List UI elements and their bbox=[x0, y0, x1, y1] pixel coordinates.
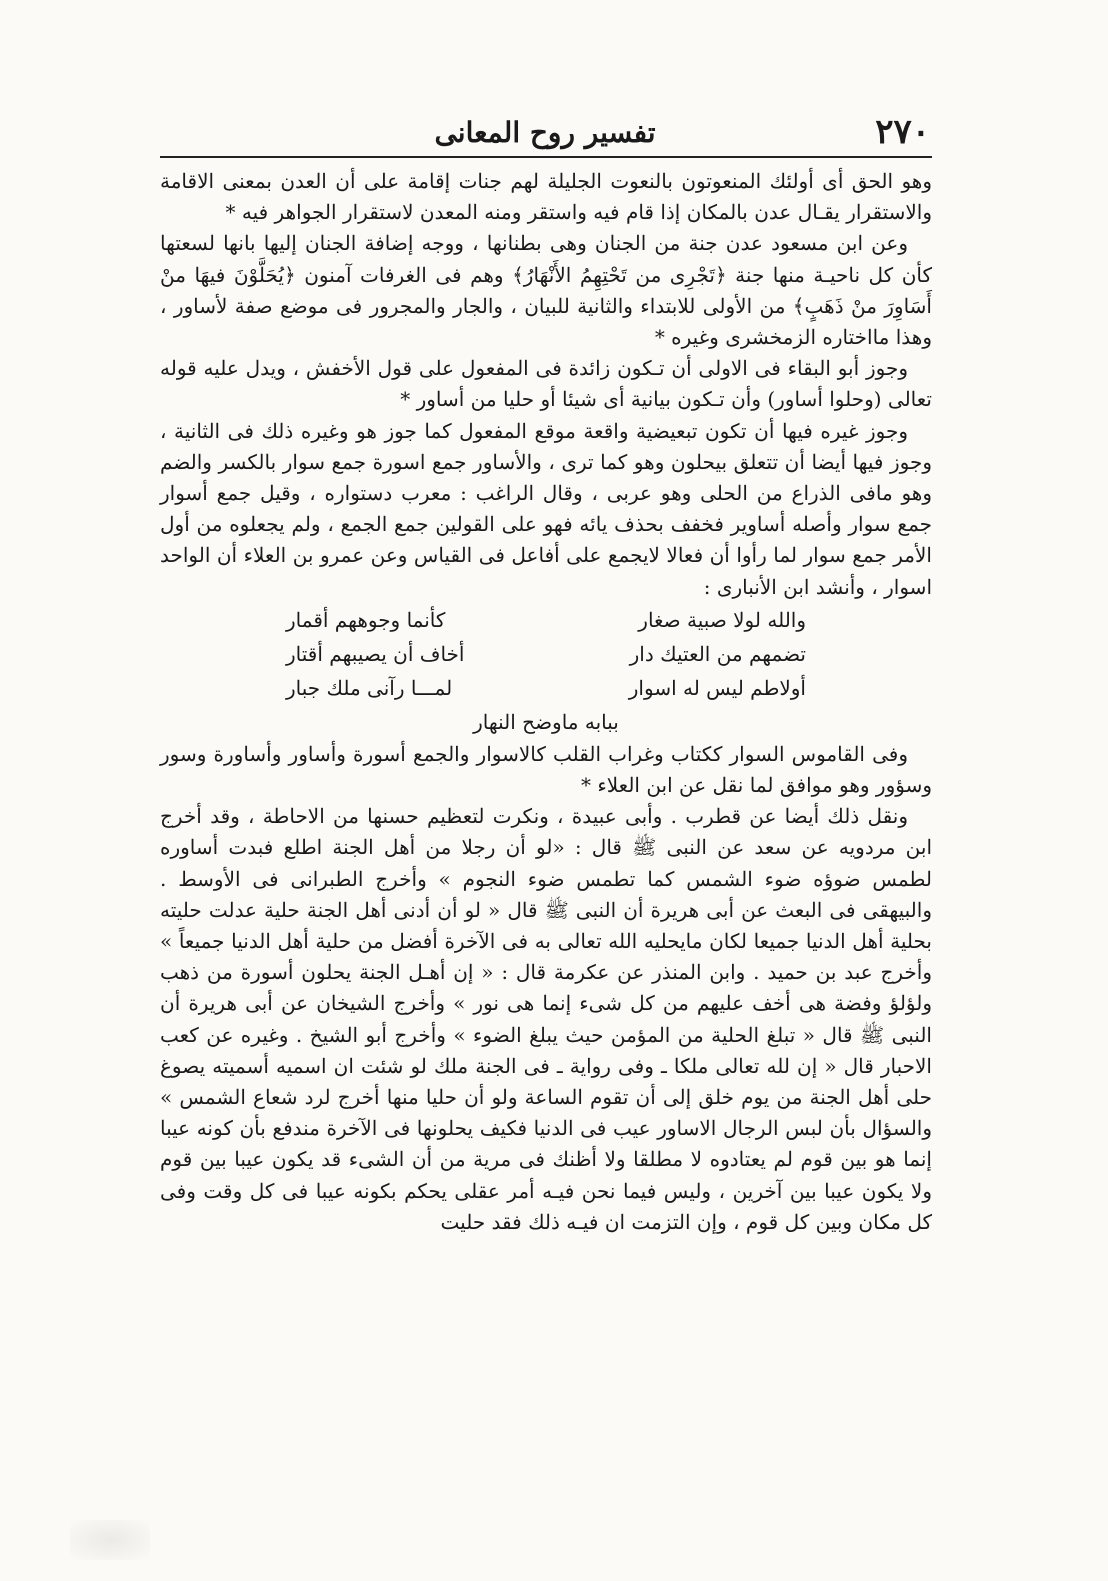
verse-second-hemistich: كأنما وجوههم أقمار bbox=[286, 607, 446, 632]
body-text bbox=[160, 166, 932, 1238]
page-number: ٢٧٠ bbox=[875, 112, 930, 152]
verse-tail: ببابه ماوضح النهار bbox=[473, 709, 619, 734]
header-rule bbox=[160, 156, 932, 158]
verse-line bbox=[286, 671, 806, 705]
verse-first-hemistich: والله لولا صبية صغار bbox=[638, 607, 806, 632]
poem-verse bbox=[286, 603, 806, 739]
verse-second-hemistich: لمـــا رآنى ملك جبار bbox=[286, 675, 453, 700]
paragraph: ونقل ذلك أيضا عن قطرب . وأبى عبيدة ، ونكرت لتعظيم حسنها من الاحاطة ، وقد أخرج ابن مردويه عن سعد عن النبى ﷺ قال : «لو أن رجلا من أهل الجنة اطلع فبدت أساوره لطمس ضوؤه ضوء الشمس كما تطمس ضوء النجوم » وأخرج الطبرانى فى الأوسط . والبيهقى فى البعث عن أبى هريرة أن النبى ﷺ قال « لو أن أدنى أهل الجنة حلية عدلت حليته بحلية أهل الدنيا جميعا لكان مايحليه الله تعالى به فى الآخرة أفضل من حلية أهل الدنيا جميعاً » وأخرج عبد بن حميد . وابن المنذر عن عكرمة قال : « إن أهـل الجنة يحلون أسورة من ذهب ولؤلؤ وفضة هى أخف عليهم من كل شىء إنما هى نور » وأخرج الشيخان عن أبى هريرة أن النبى ﷺ قال « تبلغ الحلية من المؤمن حيث يبلغ الضوء » وأخرج أبو الشيخ . وغيره عن كعب الاحبار قال « إن لله تعالى ملكا ـ وفى رواية ـ فى الجنة ملك لو شئت ان اسميه أسميته يصوغ حلى أهل الجنة من يوم خلق إلى أن تقوم الساعة ولو أن حليا منها أخرج لرد شعاع الشمس » والسؤال بأن لبس الرجال الاساور عيب فى الدنيا فكيف يحلونها فى الآخرة مندفع بأن كونه عيبا إنما هو بين قوم لم يعتادوه لا مطلقا ولا أظنك فى مرية من أن الشىء قد يكون عيبا بين قوم ولا يكون عيبا بين آخرين ، وليس فيما نحن فيـه أمر عقلى يحكم بكونه عيبا فى كل وقت وفى كل مكان وبين كل قوم ، وإن التزمت ان فيـه ذلك فقد حليت bbox=[160, 804, 933, 1234]
paragraph: وعن ابن مسعود عدن جنة من الجنان وهى بطنانها ، ووجه إضافة الجنان إليها بانها لسعتها كأن كل ناحيـة منها جنة ﴿تَجْرِى من تَحْتِهِمُ الأَنْهَارُ﴾ وهم فى الغرفات آمنون ﴿يُحَلَّوْنَ فيهَا منْ أَسَاوِرَ منْ ذَهَبٍ﴾ من الأولى للابتداء والثانية للبيان ، والجار والمجرور فى موضع صفة لأساور ، وهذا مااختاره الزمخشرى وغيره * bbox=[160, 231, 932, 350]
paragraph: وهو الحق أى أولئك المنعوتون بالنعوت الجليلة لهم جنات إقامة على أن العدن بمعنى الاقامة والاستقرار يقـال عدن بالمكان إذا قام فيه واستقر ومنه المعدن لاستقرار الجواهر فيه * bbox=[160, 169, 932, 225]
paragraph: وجوز غيره فيها أن تكون تبعيضية واقعة موقع المفعول كما جوز هو وغيره ذلك فى الثانية ، وجوز فيها أيضا أن تتعلق بيحلون وهو كما ترى ، والأساور جمع اسورة جمع سوار بالكسر والضم وهو مافى الذراع من الحلى وهو عربى ، وقال الراغب : معرب دستواره ، وقيل جمع أسوار جمع سوار وأصله أساوير فخفف بحذف يائه فهو على القولين جمع الجمع ، ولم يجعلوه من أول الأمر جمع سوار لما رأوا أن فعالا لايجمع على أفاعل فى القياس وعن عمرو بن العلاء أن الواحد اسوار ، وأنشد ابن الأنبارى : bbox=[160, 418, 932, 599]
paragraph: وفى القاموس السوار ككتاب وغراب القلب كالاسوار والجمع أسورة وأساور وأساورة وسور وسؤور وهو موافق لما نقل عن ابن العلاء * bbox=[160, 741, 932, 798]
page-header bbox=[160, 112, 930, 152]
scan-smudge bbox=[70, 1520, 150, 1560]
verse-first-hemistich: تضمهم من العتيك دار bbox=[629, 641, 806, 666]
verse-line bbox=[286, 603, 806, 637]
paragraph: وجوز أبو البقاء فى الاولى أن تـكون زائدة فى المفعول على قول الأخفش ، ويدل عليه قوله تعالى (وحلوا أساور) وأن تـكون بيانية أى شيئا أو حليا من أساور * bbox=[160, 356, 932, 412]
running-title: تفسير روح المعانى bbox=[434, 116, 656, 149]
verse-line bbox=[286, 637, 806, 671]
verse-first-hemistich: أولاطم ليس له اسوار bbox=[628, 675, 806, 700]
verse-second-hemistich: أخاف أن يصيبهم أقتار bbox=[286, 641, 465, 666]
